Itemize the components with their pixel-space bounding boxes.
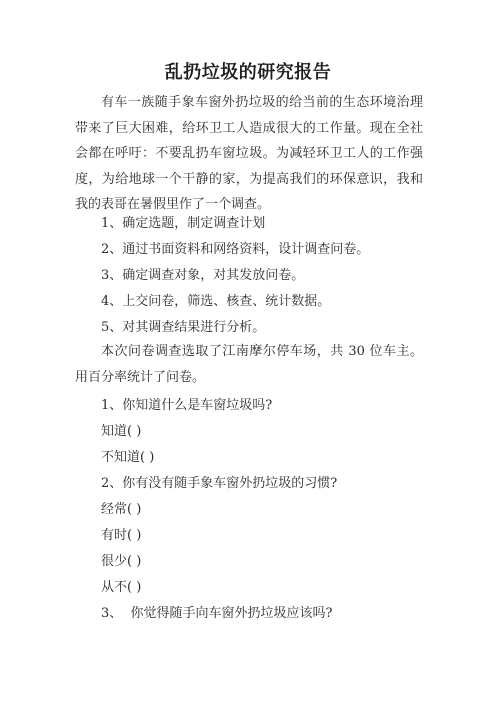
question-3: 3、 你觉得随手向车窗外扔垃圾应该吗? (101, 606, 333, 621)
document-title: 乱扔垃圾的研究报告 (164, 62, 332, 83)
step-item: 5、对其调查结果进行分析。 (101, 320, 266, 335)
intro-paragraph: 有车一族随手象车窗外扔垃圾的给当前的生态环境治理带来了巨大困难，给环卫工人造成很大的工作量。现在全社会都在呼吁：不要乱扔车窗垃圾。为减轻环卫工人的工作强度，为给地球一个干静的家，为提高我们的环保意识，我和我的表哥在暑假里作了一个调查。 (75, 95, 423, 212)
question-1: 1、你知道什么是车窗垃圾吗? (101, 398, 273, 413)
step-item: 1、确定选题，制定调查计划 (101, 216, 266, 231)
step-item: 2、通过书面资料和网络资料，设计调查问卷。 (101, 242, 370, 257)
question-1-option: 知道( ) (101, 424, 142, 439)
question-2: 2、你有没有随手象车窗外扔垃圾的习惯? (101, 476, 338, 491)
question-2-option: 从不( ) (101, 580, 142, 595)
survey-intro-paragraph: 本次问卷调查选取了江南摩尔停车场，共 30 位车主。用百分率统计了问卷。 (75, 344, 423, 385)
question-2-option: 有时( ) (101, 528, 142, 543)
step-item: 4、上交问卷，筛选、核查、统计数据。 (101, 294, 331, 309)
question-1-option: 不知道( ) (101, 450, 155, 465)
question-2-option: 很少( ) (101, 554, 142, 569)
step-item: 3、确定调查对象，对其发放问卷。 (101, 268, 305, 283)
question-2-option: 经常( ) (101, 502, 142, 517)
